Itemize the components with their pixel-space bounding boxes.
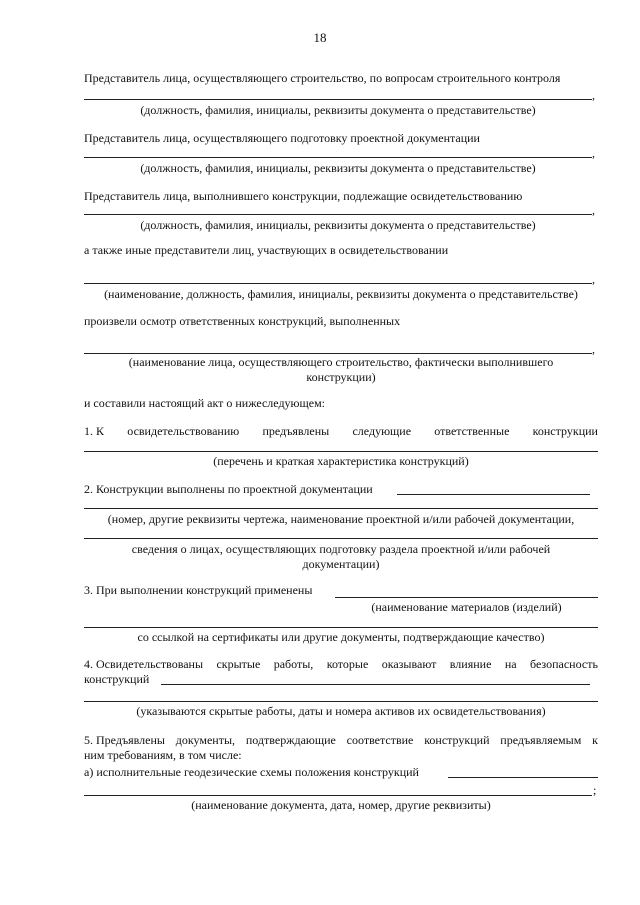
rep-builder-label: Представитель лица, выполнившего конструкции, подлежащие освидетельствованию <box>84 189 523 203</box>
rep-design-line <box>84 157 592 158</box>
item4-line-b <box>84 701 598 702</box>
rep-design-label: Представитель лица, осуществляющего подготовку проектной документации <box>84 131 480 145</box>
inspected-line <box>84 353 592 354</box>
item1-line <box>84 451 598 452</box>
item5-word: подтверждающие <box>245 733 336 747</box>
item3-line-b <box>84 627 598 628</box>
item5-text <box>84 733 598 748</box>
item4-word: скрытые <box>216 657 261 671</box>
item2-line <box>397 494 590 495</box>
rep-construction-control-caption: (должность, фамилия, инициалы, реквизиты документа о представительстве) <box>140 103 536 117</box>
item4-text <box>84 657 598 672</box>
item3-caption: (наименование материалов (изделий) <box>371 600 562 614</box>
inspected-caption-2: конструкции) <box>306 370 376 384</box>
item1-word: предъявлены <box>262 424 330 438</box>
item4-word: которые <box>326 657 369 671</box>
item4-word: влияние <box>449 657 492 671</box>
item3-line <box>335 597 598 598</box>
item4-word: оказывают <box>381 657 437 671</box>
rep-design-caption: (должность, фамилия, инициалы, реквизиты документа о представительстве) <box>140 161 536 175</box>
inspected-caption-1: (наименование лица, осуществляющего строительство, фактически выполнившего <box>128 355 554 369</box>
item1-word: 1. К <box>84 424 105 438</box>
other-reps-label: а также иные представители лиц, участвующих в освидетельствовании <box>84 243 449 257</box>
item5a-line <box>448 777 598 778</box>
item5a-line-b <box>84 795 592 796</box>
rep-builder-caption: (должность, фамилия, инициалы, реквизиты документа о представительстве) <box>140 218 536 232</box>
item1-caption: (перечень и краткая характеристика конструкций) <box>213 454 469 468</box>
item2-caption-b2: документации) <box>302 557 380 571</box>
item4-word: 4. Освидетельствованы <box>84 657 204 671</box>
item1-word: конструкции <box>532 424 598 438</box>
item5-word: конструкций <box>424 733 490 747</box>
item2-line-b <box>84 508 598 509</box>
item5-caption: (наименование документа, дата, номер, другие реквизиты) <box>191 798 491 812</box>
item4-word: безопасность <box>530 657 598 671</box>
comma-mark: , <box>592 203 595 217</box>
item4-word: работы, <box>273 657 314 671</box>
item1-word: освидетельствованию <box>127 424 240 438</box>
item1-word: ответственные <box>434 424 510 438</box>
item4-label-line2: конструкций <box>84 672 150 686</box>
item1-text <box>84 424 598 439</box>
comma-mark: , <box>592 146 595 160</box>
item5-word: документы, <box>175 733 236 747</box>
comma-mark: , <box>592 272 595 286</box>
comma-mark: , <box>592 342 595 356</box>
other-reps-line <box>84 283 592 284</box>
item5-word: предъявляемым <box>500 733 582 747</box>
item2-caption-b1: сведения о лицах, осуществляющих подготовку раздела проектной и/или рабочей <box>131 542 551 556</box>
item4-caption: (указываются скрытые работы, даты и номера активов их освидетельствования) <box>136 704 546 718</box>
page-number: 18 <box>313 30 327 45</box>
item2-line-c <box>84 538 598 539</box>
item2-label: 2. Конструкции выполнены по проектной документации <box>84 482 373 496</box>
rep-construction-control-label: Представитель лица, осуществляющего строительство, по вопросам строительного контроля <box>84 71 561 85</box>
item5-word: соответствие <box>346 733 414 747</box>
act-intro: и составили настоящий акт о нижеследующем: <box>84 396 326 410</box>
rep-construction-control-line <box>84 99 592 100</box>
item5-word: к <box>592 733 598 747</box>
other-reps-caption: (наименование, должность, фамилия, инициалы, реквизиты документа о представительстве) <box>104 287 578 301</box>
comma-mark: , <box>592 88 595 102</box>
item5-label-line2: ним требованиям, в том числе: <box>84 748 242 762</box>
rep-builder-line <box>84 214 592 215</box>
item3-label: 3. При выполнении конструкций применены <box>84 583 313 597</box>
item3-caption-b: со ссылкой на сертификаты или другие документы, подтверждающие качество) <box>137 630 545 644</box>
item4-word: на <box>504 657 517 671</box>
item4-line <box>161 684 590 685</box>
inspected-label: произвели осмотр ответственных конструкций, выполненных <box>84 314 401 328</box>
semicolon-mark: ; <box>593 783 597 797</box>
item2-caption: (номер, другие реквизиты чертежа, наименование проектной и/или рабочей документации, <box>107 512 575 526</box>
item5a-label: а) исполнительные геодезические схемы положения конструкций <box>84 765 419 779</box>
item1-word: следующие <box>352 424 412 438</box>
item5-word: 5. Предъявлены <box>84 733 165 747</box>
